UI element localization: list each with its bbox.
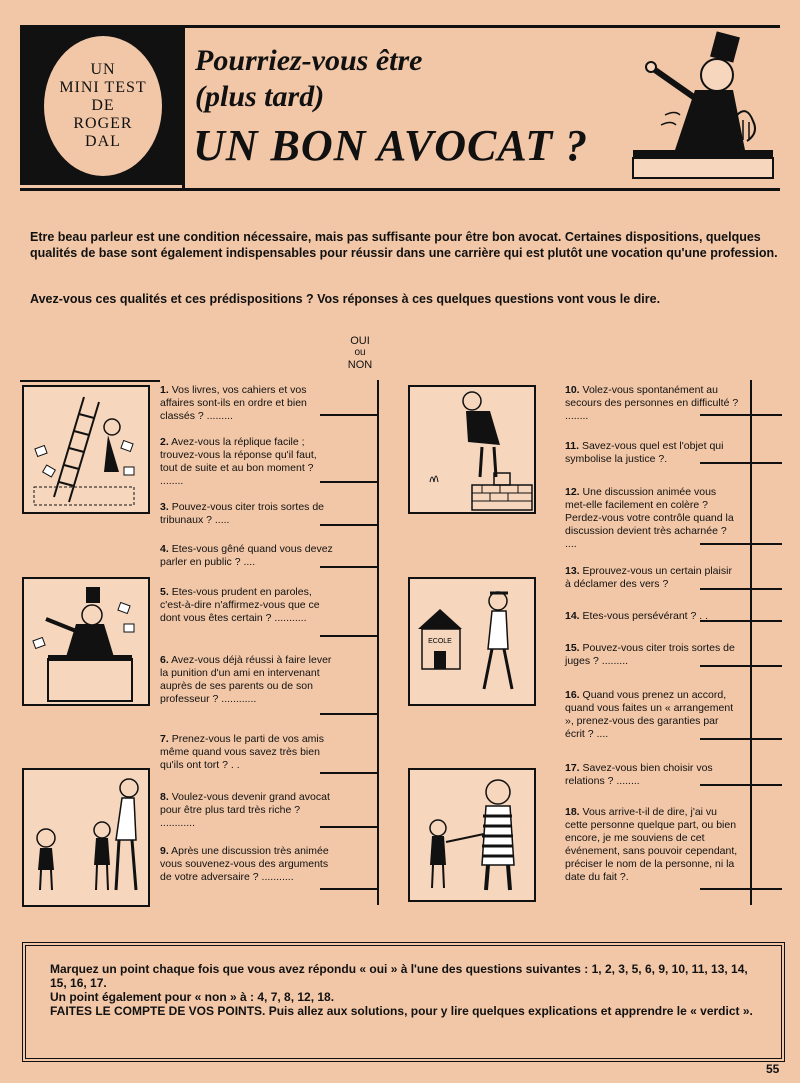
question-text: Une discussion animée vous met-elle facilement en colère ? Perdez-vous votre contrôle quand la discussion devient très acharnée ? .... (565, 486, 734, 550)
answer-line (320, 635, 378, 637)
intro-question: Avez-vous ces qualités et ces prédispositions ? Vos réponses à ces quelques questions vont vous le dire. (30, 292, 661, 306)
scoring-instructions (50, 962, 760, 1018)
page-title: UN BON AVOCAT ? (193, 121, 589, 170)
question-number: 3. (160, 501, 169, 513)
question-text: Avez-vous la réplique facile ; trouvez-vous la réponse qu'il faut, tout de suite et au bon moment ? ........ (160, 436, 317, 487)
ladder-papers-drawing (24, 387, 148, 512)
question-number: 5. (160, 586, 169, 598)
scoring-yes-line: Marquez un point chaque fois que vous avez répondu « oui » à l'une des questions suivantes : 1, 2, 3, 5, 6, 9, 10, 11, 13, 14, 15, 16, 17. (50, 962, 748, 990)
question-text: Etes-vous prudent en paroles, c'est-à-dire n'affirmez-vous que ce dont vous êtes certain ? ........... (160, 586, 320, 624)
badge-line: ROGER (73, 115, 133, 132)
question-text: Savez-vous bien choisir vos relations ? ........ (565, 762, 713, 787)
header-divider (182, 25, 185, 188)
answer-line (700, 888, 782, 890)
question-12 (565, 486, 740, 551)
question-14 (565, 610, 740, 623)
question-text: Après une discussion très animée vous souvenez-vous des arguments de votre adversaire ? ........... (160, 845, 329, 883)
question-text: Etes-vous gêné quand vous devez parler en public ? .... (160, 543, 333, 568)
question-text: Eprouvez-vous un certain plaisir à déclamer des vers ? (565, 565, 732, 590)
question-text: Avez-vous déjà réussi à faire lever la punition d'un ami en intervenant auprès de ses parents ou de son professeur ? ............ (160, 654, 332, 705)
lawyer-podium-drawing (24, 579, 148, 704)
question-number: 15. (565, 642, 580, 654)
question-4 (160, 543, 335, 569)
question-text: Etes-vous persévérant ? . . (582, 610, 709, 622)
question-2 (160, 436, 335, 488)
question-number: 8. (160, 791, 169, 803)
children-drawing (24, 770, 148, 905)
illustration-handshake-convict (408, 768, 536, 902)
badge-line: DE (91, 97, 115, 114)
question-text: Vous arrive-t-il de dire, j'ai vu cette personne quelque part, ou bien encore, je me souviens de cet événement, sans pouvoir cependant, préciser le nom de la personne, ni la date du fait ?. (565, 806, 738, 883)
question-text: Pouvez-vous citer trois sortes de tribunaux ? ..... (160, 501, 324, 526)
question-10 (565, 384, 740, 423)
question-number: 11. (565, 440, 580, 452)
page-number: 55 (766, 1062, 780, 1076)
question-text: Quand vous prenez un accord, quand vous faites un « arrangement », prenez-vous des garanties par écrit ? .... (565, 689, 734, 740)
question-1 (160, 384, 335, 423)
question-6 (160, 654, 335, 706)
question-number: 1. (160, 384, 169, 396)
question-17 (565, 762, 740, 788)
question-number: 10. (565, 384, 580, 396)
question-number: 7. (160, 733, 169, 745)
answer-column-header (340, 335, 380, 371)
intro-paragraph: Etre beau parleur est une condition nécessaire, mais pas suffisante pour être bon avocat. Certaines dispositions, quelques qualités de base sont également indispensables pour réussir dans une carrière qui est plutôt une vocation qu'une profession. (30, 230, 778, 260)
illustration-lawyer-podium (22, 577, 150, 706)
scoring-total-line: FAITES LE COMPTE DE VOS POINTS. Puis allez aux solutions, pour y lire quelques explications et apprendre le « verdict ». (50, 1004, 753, 1018)
question-7 (160, 733, 335, 772)
handshake-drawing (410, 770, 534, 900)
school-drawing (410, 579, 534, 704)
question-text: Savez-vous quel est l'objet qui symbolise la justice ?. (565, 440, 724, 465)
school-sign: ECOLE (428, 638, 452, 645)
badge-line: MINI TEST (59, 79, 147, 96)
question-3 (160, 501, 335, 527)
question-text: Volez-vous spontanément au secours des personnes en difficulté ? ........ (565, 384, 739, 422)
illustration-children-arguing (22, 768, 150, 907)
question-18 (565, 806, 740, 884)
illustration-man-on-chimney (408, 385, 536, 514)
author-badge (44, 36, 162, 176)
question-text: Vos livres, vos cahiers et vos affaires sont-ils en ordre et bien classés ? ......... (160, 384, 307, 422)
question-15 (565, 642, 740, 668)
question-13 (565, 565, 740, 591)
right-answer-column (750, 380, 752, 905)
badge-line: DAL (85, 133, 121, 150)
question-number: 16. (565, 689, 580, 701)
left-top-rule (20, 380, 160, 382)
question-16 (565, 689, 740, 741)
question-number: 12. (565, 486, 580, 498)
illustration-school-house (408, 577, 536, 706)
question-number: 14. (565, 610, 580, 622)
question-number: 13. (565, 565, 580, 577)
non-label: NON (347, 359, 373, 371)
question-number: 17. (565, 762, 580, 774)
chimney-drawing (410, 387, 534, 512)
illustration-ladder-papers (22, 385, 150, 514)
question-text: Voulez-vous devenir grand avocat pour être plus tard très riche ? ............ (160, 791, 330, 829)
scoring-no-line: Un point également pour « non » à : 4, 7, 8, 12, 18. (50, 990, 335, 1004)
answer-line (320, 772, 378, 774)
question-5 (160, 586, 335, 625)
answer-line (320, 888, 378, 890)
question-number: 18. (565, 806, 580, 818)
title-line-1: Pourriez-vous être (195, 44, 423, 77)
oui-label: OUI (350, 335, 370, 347)
ou-label: ou (354, 347, 366, 358)
lawyer-speaking-illustration (625, 30, 775, 182)
answer-line (320, 713, 378, 715)
badge-line: UN (90, 61, 116, 78)
question-number: 6. (160, 654, 169, 666)
question-number: 4. (160, 543, 169, 555)
question-11 (565, 440, 740, 466)
question-number: 9. (160, 845, 169, 857)
title-line-2: (plus tard) (195, 80, 325, 113)
question-text: Pouvez-vous citer trois sortes de juges ? ......... (565, 642, 735, 667)
question-number: 2. (160, 436, 169, 448)
question-9 (160, 845, 335, 884)
question-text: Prenez-vous le parti de vos amis même quand vous savez très bien qu'ils ont tort ? . . (160, 733, 325, 771)
question-8 (160, 791, 335, 830)
